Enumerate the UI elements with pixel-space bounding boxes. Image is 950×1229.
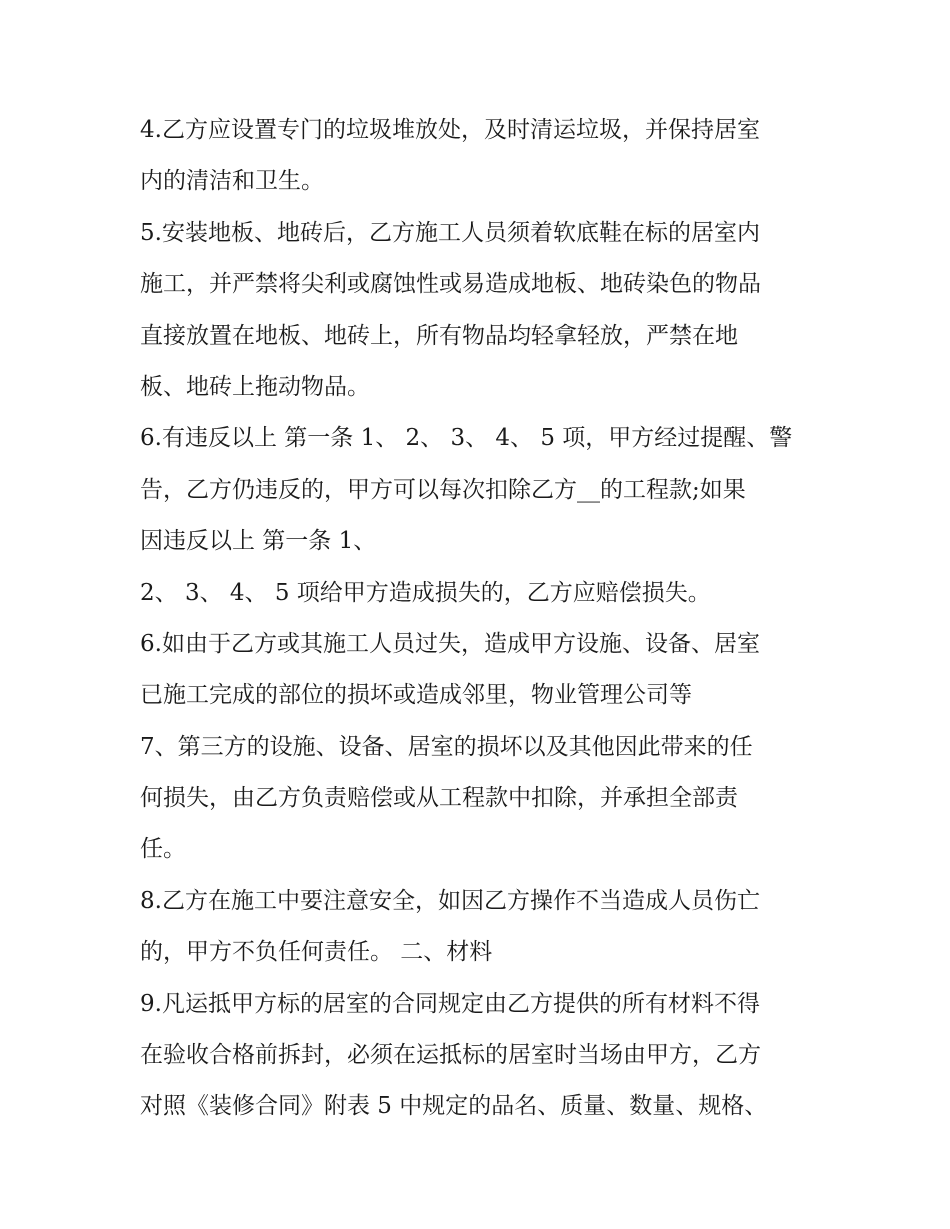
text-line: 5.安装地板、地砖后，乙方施工人员须着软底鞋在标的居室内 [140,219,760,246]
text-line: 告，乙方仍违反的，甲方可以每次扣除乙方__的工程款;如果 [140,476,746,503]
text-line: 对照《装修合同》附表 5 中规定的品名、质量、数量、规格、 [140,1093,768,1120]
text-line: 板、地砖上拖动物品。 [140,373,370,400]
text-line: 何损失，由乙方负责赔偿或从工程款中扣除，并承担全部责 [140,785,738,812]
text-line: 在验收合格前拆封，必须在运抵标的居室时当场由甲方，乙方 [140,1042,761,1069]
text-line: 任。 [140,836,186,863]
text-line: 6.有违反以上 第一条 1、 2、 3、 4、 5 项，甲方经过提醒、警 [140,425,793,452]
document-body [140,105,820,1133]
text-line: 已施工完成的部位的损坏或造成邻里，物业管理公司等 [140,682,692,709]
text-line: 4.乙方应设置专门的垃圾堆放处，及时清运垃圾，并保持居室 [140,117,760,143]
text-line: 的，甲方不负任何责任。 二、材料 [140,939,493,966]
text-line: 施工，并严禁将尖利或腐蚀性或易造成地板、地砖染色的物品 [140,271,761,298]
text-line: 2、 3、 4、 5 项给甲方造成损失的，乙方应赔偿损失。 [140,579,711,606]
text-line: 因违反以上 第一条 1、 [140,528,377,555]
text-line: 8.乙方在施工中要注意安全，如因乙方操作不当造成人员伤亡 [140,887,760,914]
text-line: 内的清洁和卫生。 [140,168,324,195]
text-line: 6.如由于乙方或其施工人员过失，造成甲方设施、设备、居室 [140,630,760,657]
text-line: 9.凡运抵甲方标的居室的合同规定由乙方提供的所有材料不得 [140,990,760,1017]
text-line: 7、第三方的设施、设备、居室的损坏以及其他因此带来的任 [140,733,753,760]
text-line: 直接放置在地板、地砖上，所有物品均轻拿轻放，严禁在地 [140,322,738,349]
